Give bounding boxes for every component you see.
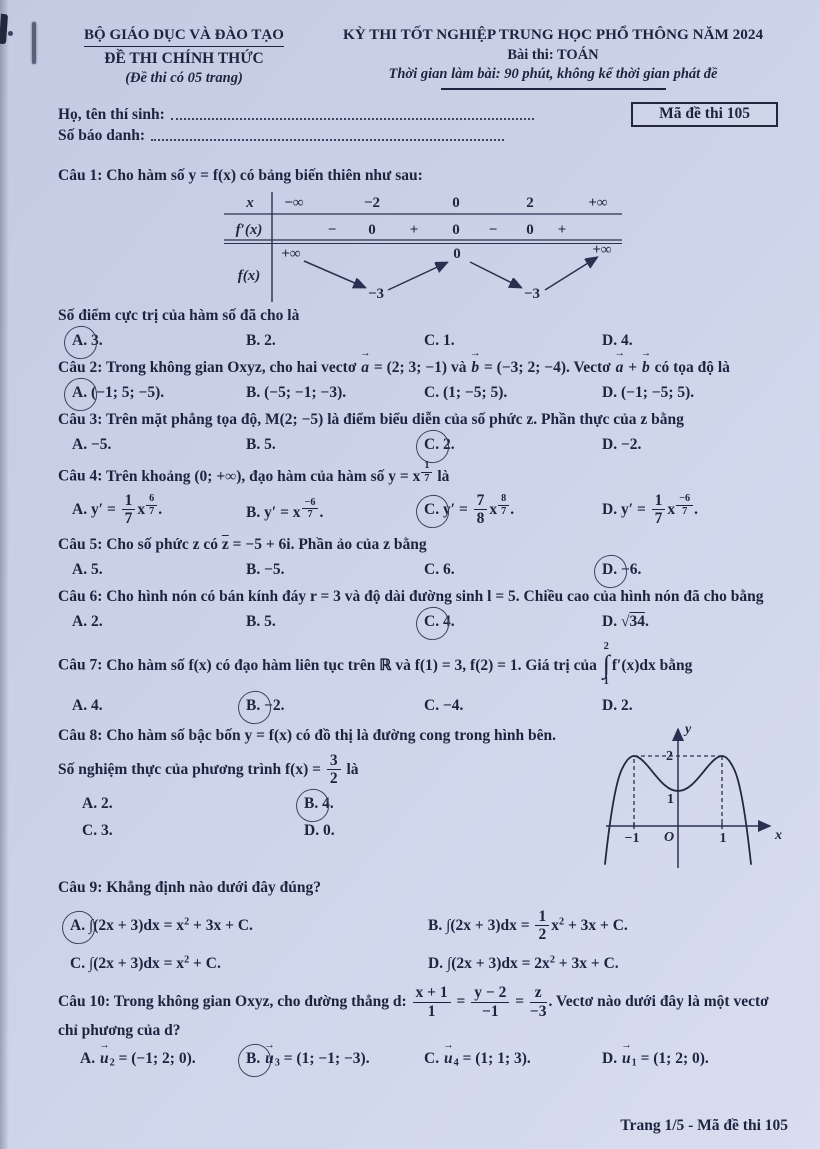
option-c: C. −4. (424, 696, 464, 714)
option-c: C. $\int(2x + 3)dx = x^2 + C$. (70, 954, 221, 973)
variation-table (224, 190, 624, 304)
question-text: Câu 7: Cho hàm số f(x) có đạo hàm liên tục trên ℝ và f(1) = 3, f(2) = 1. Giá trị của 2 ∫ 1 f′(x)dx bằng (58, 641, 693, 688)
svg-text:+∞: +∞ (592, 242, 612, 258)
svg-text:2: 2 (526, 195, 534, 211)
svg-text:0: 0 (452, 195, 460, 211)
svg-text:+: + (409, 222, 419, 238)
option-a: A. y′ = $\frac{1}{7}$ x $^{\frac{6}{7}}$ . (72, 491, 163, 527)
question-stem: Số điểm cực trị của hàm số đã cho là (58, 307, 300, 324)
option-d: D. y′ = $\frac{1}{7}$ x $^{\frac{-6}{7}}$ . (602, 491, 698, 527)
svg-text:+: + (557, 222, 567, 238)
question-8 (58, 721, 790, 863)
answer-options (58, 795, 512, 840)
answer-options (58, 493, 790, 528)
question-8-left (58, 753, 578, 841)
header-right (310, 26, 790, 90)
question-text: Câu 4: Trên khoảng (0; +∞), đạo hàm của hàm số y = x $^{\frac{1}{7}}$ là (58, 460, 450, 485)
option-a: A. 4. (72, 696, 103, 714)
student-name-row (58, 106, 536, 124)
page-footer: Trang 1/5 - Mã đề thi 105 (620, 1117, 788, 1134)
option-c: C. 6. (424, 561, 455, 579)
question-text: Câu 6: Cho hình nón có bán kính đáy r = 3 và độ dài đường sinh l = 5. Chiều cao của hình nón đã cho bằng (58, 588, 764, 606)
svg-text:−: − (327, 222, 337, 238)
option-a: A. 2. (72, 613, 103, 631)
staple-mark (32, 22, 36, 64)
official-exam-label: ĐỀ THI CHÍNH THỨC (104, 50, 264, 67)
svg-text:−∞: −∞ (284, 195, 304, 211)
dotted-line (171, 106, 534, 120)
svg-text:x: x (775, 827, 782, 843)
option-c: C. 2. (424, 436, 455, 453)
option-a: A. −5. (72, 436, 112, 453)
option-c: C. (1; −5; 5). (424, 384, 508, 401)
svg-text:1: 1 (667, 791, 674, 807)
question-10 (58, 985, 790, 1068)
question-4 (58, 461, 790, 527)
question-1 (58, 165, 790, 350)
page-edge-shadow (0, 0, 9, 1149)
question-6 (58, 586, 790, 631)
answer-options (58, 613, 790, 631)
question-text: Câu 1: Cho hàm số y = f(x) có bảng biến thiên như sau: (58, 167, 423, 184)
student-id-row (58, 127, 506, 145)
svg-text:0: 0 (368, 222, 376, 238)
question-7 (58, 643, 790, 715)
question-text: Câu 2: Trong không gian Oxyz, cho hai vectơ → a = (2; 3; −1) và → b = (−3; 2; −4). Vectơ → a + → b có tọa độ là (58, 357, 790, 379)
option-d: D. (−1; −5; 5). (602, 384, 695, 401)
option-b: B. 5. (246, 613, 276, 631)
option-d: D. 4. (602, 332, 633, 349)
question-5 (58, 534, 790, 579)
option-a: A. $\int(2x + 3)dx = x^2 + 3x + C$. (70, 916, 253, 935)
option-b: B. 2. (246, 332, 276, 349)
pages-note: (Đề thi có 05 trang) (125, 70, 243, 86)
ministry-title: BỘ GIÁO DỤC VÀ ĐÀO TẠO (84, 27, 284, 47)
option-d: D. −6. (602, 561, 642, 579)
option-b: B. → $u_3 = (1$; −1; −3). (246, 1050, 424, 1068)
question-text: Câu 5: Cho số phức z có $\overline{z} = -5 + 6i$. Phần ảo của z bằng (58, 536, 427, 554)
exam-code-box: Mã đề thi 105 (631, 102, 778, 127)
svg-text:1: 1 (719, 830, 727, 846)
question-9 (58, 877, 790, 974)
question-text: Câu 3: Trên mặt phẳng tọa độ, M(2; −5) là điểm biểu diễn của số phức z. Phần thực của z bằng (58, 411, 684, 428)
svg-text:−: − (488, 222, 498, 238)
svg-text:y: y (685, 721, 692, 737)
answer-options (58, 384, 790, 402)
question-3 (58, 409, 790, 454)
option-d: D. −2. (602, 436, 642, 453)
question-text: Câu 10: Trong không gian Oxyz, cho đường thẳng d: $\frac{x + 1}{1}$ = $\frac{y - 2}{-1}$ = $\frac{z}{-3}$ . Vectơ nào dưới đây là một vectơ chỉ phương của d? (58, 984, 769, 1039)
svg-text:x: x (246, 195, 254, 211)
answer-options (58, 332, 790, 350)
question-text: Câu 8: Cho hàm số bậc bốn y = f(x) có đồ thị là đường cong trong hình bên. (58, 726, 556, 744)
exam-subject: Bài thi: TOÁN (507, 47, 599, 63)
svg-text:0: 0 (452, 222, 460, 238)
svg-text:O: O (663, 829, 675, 845)
option-a: A. 2. (82, 795, 113, 813)
header-left (58, 26, 310, 90)
option-d: D. 2. (602, 696, 633, 714)
answer-options (58, 1050, 790, 1068)
answer-options (58, 561, 790, 579)
option-c: C. 1. (424, 332, 455, 349)
option-c: C. → $u_4 = (1$; 1; 3). (424, 1050, 602, 1068)
student-info (58, 106, 790, 145)
svg-text:0: 0 (453, 246, 461, 262)
option-c: C. 3. (82, 822, 113, 840)
svg-text:f(x): f(x) (237, 268, 261, 284)
svg-text:2: 2 (666, 748, 673, 764)
exam-title: KỲ THI TỐT NGHIỆP TRUNG HỌC PHỔ THÔNG NĂM 2024 (342, 26, 764, 43)
svg-text:+∞: +∞ (281, 246, 301, 262)
option-d: D. 0. (304, 822, 335, 840)
exam-header (58, 26, 790, 90)
option-a: A. → $u_2 = (-1$; 2; 0). (80, 1050, 246, 1068)
answer-options (58, 436, 790, 454)
exam-duration: Thời gian làm bài: 90 phút, không kể thời gian phát đề (388, 66, 718, 82)
option-b: B. 5. (246, 436, 276, 453)
svg-text:−3: −3 (367, 286, 385, 302)
option-c: C. y′ = $\frac{7}{8}$ x $^{\frac{8}{7}}$ . (424, 491, 515, 527)
option-b: B. y′ = x $^{\frac{-6}{7}}$ . (246, 496, 324, 522)
option-d: D. √34. (602, 613, 649, 631)
option-b: B. −2. (246, 696, 285, 714)
option-b: B. (−5; −1; −3). (246, 384, 347, 401)
option-a: A. 5. (72, 561, 103, 579)
option-a: A. (−1; 5; −5). (72, 384, 165, 401)
svg-text:+∞: +∞ (588, 195, 608, 211)
option-b: B. 4. (304, 795, 334, 813)
svg-text:−1: −1 (624, 830, 640, 846)
option-a: A. 3. (72, 332, 103, 349)
option-d: D. $\int(2x + 3)dx = 2x^2 + 3x + C$. (428, 954, 619, 973)
answer-options (58, 909, 810, 974)
option-c: C. 4. (424, 613, 455, 631)
svg-text:0: 0 (526, 222, 534, 238)
svg-text:f′(x): f′(x) (235, 222, 263, 238)
student-name-label: Họ, tên thí sinh: (58, 106, 165, 123)
function-graph (598, 719, 786, 871)
question-stem: Số nghiệm thực của phương trình f(x) = $\frac{3}{2}$ là (58, 751, 359, 788)
ink-dot-mark (8, 31, 13, 36)
student-id-label: Số báo danh: (58, 127, 146, 144)
dotted-line (151, 127, 504, 141)
question-text: Câu 9: Khẳng định nào dưới đây đúng? (58, 878, 321, 896)
header-rule (441, 88, 666, 90)
answer-options (58, 697, 790, 715)
svg-text:−2: −2 (363, 195, 381, 211)
option-d: D. → $u_1 = (1$; 2; 0). (602, 1050, 790, 1068)
option-b: B. ∫(2x + 3)dx = $\frac{1}{2}$ $x^2 + 3x + C$. (428, 907, 628, 944)
svg-text:−3: −3 (523, 286, 541, 302)
option-b: B. −5. (246, 561, 285, 579)
question-2 (58, 357, 790, 402)
